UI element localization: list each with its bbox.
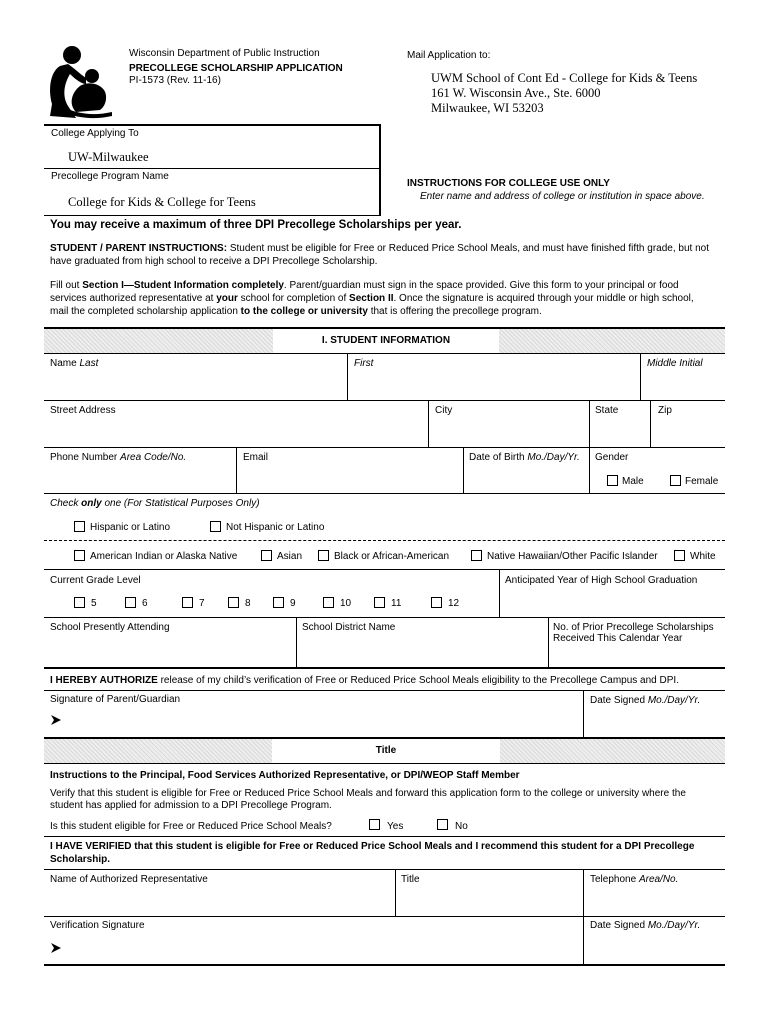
dob-a: Date of Birth bbox=[469, 452, 528, 463]
verification-date-input[interactable] bbox=[584, 934, 725, 962]
phone-label bbox=[50, 452, 186, 463]
last-label: Last bbox=[79, 358, 99, 369]
grade-8-label: 8 bbox=[245, 598, 251, 609]
female-label: Female bbox=[685, 476, 719, 487]
street-address-input[interactable] bbox=[44, 418, 427, 444]
program-name-label: Precollege Program Name bbox=[51, 171, 169, 182]
grade-7-label: 7 bbox=[199, 598, 205, 609]
section2-title: Title bbox=[272, 739, 500, 763]
sp-label: STUDENT / PARENT INSTRUCTIONS: bbox=[50, 243, 228, 254]
email-label: Email bbox=[243, 452, 269, 463]
fill-c: . Parent/guardian must sign in the space provided. Give this form to your principal or food bbox=[283, 280, 679, 291]
phone-input[interactable] bbox=[44, 465, 235, 491]
mail-address-line2: 161 W. Wisconsin Ave., Ste. 6000 bbox=[431, 86, 601, 100]
native-hawaiian-checkbox[interactable] bbox=[471, 550, 482, 561]
first-name-label: First bbox=[354, 358, 374, 369]
dob-input[interactable] bbox=[464, 465, 588, 491]
row-rule-1 bbox=[44, 400, 725, 401]
form-title: PRECOLLEGE SCHOLARSHIP APPLICATION bbox=[129, 63, 343, 74]
rep-name-input[interactable] bbox=[44, 888, 394, 914]
row-rule-2 bbox=[44, 447, 725, 448]
form-bottom-rule bbox=[44, 964, 725, 966]
section2-band-bottom bbox=[44, 763, 725, 764]
row-rule-9 bbox=[44, 869, 725, 870]
zip-input[interactable] bbox=[651, 418, 725, 444]
section2-instructions-title: Instructions to the Principal, Food Services Authorized Representative, or DPI/WEOP Staff Member bbox=[50, 770, 520, 781]
verification-date-label bbox=[590, 920, 700, 931]
fill3-a: mail the completed scholarship application bbox=[50, 306, 241, 317]
hispanic-checkbox[interactable] bbox=[74, 521, 85, 532]
black-checkbox[interactable] bbox=[318, 550, 329, 561]
school-input[interactable] bbox=[44, 636, 295, 664]
dob-label bbox=[469, 452, 580, 463]
city-input[interactable] bbox=[429, 418, 588, 444]
grade-10-checkbox[interactable] bbox=[323, 597, 334, 608]
phone-a: Phone Number bbox=[50, 452, 121, 463]
program-name-value[interactable]: College for Kids & College for Teens bbox=[68, 195, 256, 209]
authorize-a: I HEREBY AUTHORIZE bbox=[50, 675, 158, 686]
prior-scholarships-input[interactable] bbox=[549, 646, 725, 666]
fill3-c: that is offering the precollege program. bbox=[367, 306, 542, 317]
female-checkbox[interactable] bbox=[670, 475, 681, 486]
form-number: PI-1573 (Rev. 11-16) bbox=[129, 75, 221, 86]
college-divider bbox=[44, 168, 379, 169]
rep-phone-b: Area/No. bbox=[638, 874, 679, 885]
mail-address-line3: Milwaukee, WI 53203 bbox=[431, 101, 544, 115]
verified-statement-2: Scholarship. bbox=[50, 854, 111, 865]
row-rule-5 bbox=[44, 617, 725, 618]
asian-checkbox[interactable] bbox=[261, 550, 272, 561]
verify-text-1: Verify that this student is eligible for Free or Reduced Price School Meals and forward this application form to the college or university where the bbox=[50, 788, 686, 799]
verify-text-2: student has applied for admission to a DPI Precollege Program. bbox=[50, 800, 332, 811]
grade-12-label: 12 bbox=[448, 598, 460, 609]
student-parent-instructions bbox=[50, 243, 709, 254]
fill3-b: to the college or university bbox=[240, 306, 368, 317]
rep-phone-input[interactable] bbox=[584, 888, 725, 914]
email-input[interactable] bbox=[237, 465, 462, 491]
dpi-logo bbox=[46, 44, 116, 119]
row-rule-7 bbox=[44, 690, 725, 691]
mail-address-line1: UWM School of Cont Ed - College for Kids & Teens bbox=[431, 71, 698, 85]
sp-text2: have graduated from high school to receive a DPI Precollege Scholarship. bbox=[50, 256, 378, 267]
authorize-b: release of my child’s verification of Free or Reduced Price School Meals eligibility to the Precollege Campus and DPI. bbox=[157, 675, 679, 686]
rep-name-label: Name of Authorized Representative bbox=[50, 874, 208, 885]
grade-11-label: 11 bbox=[391, 598, 402, 609]
grade-level-label: Current Grade Level bbox=[50, 575, 141, 586]
ver-date-a: Date Signed bbox=[590, 920, 648, 931]
max-scholarship-notice: You may receive a maximum of three DPI Precollege Scholarships per year. bbox=[50, 219, 462, 231]
prior-scholarships-label-1: No. of Prior Precollege Scholarships bbox=[553, 622, 714, 633]
fill2-b: your bbox=[216, 293, 238, 304]
row-rule-6 bbox=[44, 667, 725, 669]
ver-date-b: Mo./Day/Yr. bbox=[647, 920, 701, 931]
parent-date-label bbox=[590, 695, 700, 706]
grade-10-label: 10 bbox=[340, 598, 352, 609]
eligible-question: Is this student eligible for Free or Reduced Price School Meals? bbox=[50, 821, 332, 832]
prior-scholarships-label-2: Received This Calendar Year bbox=[553, 633, 683, 644]
grade-11-checkbox[interactable] bbox=[374, 597, 385, 608]
date-a: Date Signed bbox=[590, 695, 648, 706]
fill-out-line3 bbox=[50, 306, 542, 317]
gender-label: Gender bbox=[595, 452, 629, 463]
college-applying-value[interactable]: UW-Milwaukee bbox=[68, 150, 149, 164]
row-rule-3 bbox=[44, 493, 725, 494]
fill-b: Section I—Student Information completely bbox=[82, 280, 284, 291]
section1-band-bottom bbox=[44, 353, 725, 354]
check-one-label bbox=[50, 498, 260, 509]
agency-name: Wisconsin Department of Public Instruction bbox=[129, 48, 320, 59]
fill2-a: services authorized representative at bbox=[50, 293, 217, 304]
college-instructions-text: Enter name and address of college or institution in space above. bbox=[420, 191, 705, 202]
school-label: School Presently Attending bbox=[50, 622, 170, 633]
native-hawaiian-label: Native Hawaiian/Other Pacific Islander bbox=[487, 551, 658, 562]
male-label: Male bbox=[622, 476, 644, 487]
district-input[interactable] bbox=[297, 636, 547, 664]
grad-year-label: Anticipated Year of High School Graduation bbox=[505, 575, 698, 586]
rep-title-label: Title bbox=[401, 874, 420, 885]
grade-6-label: 6 bbox=[142, 598, 148, 609]
check-b: only bbox=[81, 498, 102, 509]
parent-signature-input[interactable] bbox=[66, 706, 581, 734]
authorize-statement bbox=[50, 675, 679, 686]
check-c: one (For Statistical Purposes Only) bbox=[101, 498, 260, 509]
fill-a: Fill out bbox=[50, 280, 83, 291]
parent-date-input[interactable] bbox=[584, 708, 725, 734]
section1-title: I. STUDENT INFORMATION bbox=[273, 329, 499, 353]
not-hispanic-label: Not Hispanic or Latino bbox=[226, 522, 325, 533]
grade-5-label: 5 bbox=[91, 598, 97, 609]
name-label: Name bbox=[50, 358, 80, 369]
eligible-no-label: No bbox=[455, 821, 468, 832]
signature-arrow-icon bbox=[50, 714, 62, 726]
city-label: City bbox=[435, 405, 453, 416]
zip-label: Zip bbox=[658, 405, 672, 416]
street-address-label: Street Address bbox=[50, 405, 116, 416]
college-instructions-title: INSTRUCTIONS FOR COLLEGE USE ONLY bbox=[407, 178, 610, 189]
college-box-right bbox=[379, 124, 381, 216]
dob-b: Mo./Day/Yr. bbox=[527, 452, 580, 463]
fill2-e: . Once the signature is acquired through your middle or high school, bbox=[393, 293, 694, 304]
parent-signature-label: Signature of Parent/Guardian bbox=[50, 694, 181, 705]
rep-phone-label bbox=[590, 874, 678, 885]
phone-b: Area Code/No. bbox=[120, 452, 187, 463]
ethnicity-divider bbox=[44, 540, 725, 541]
state-input[interactable] bbox=[590, 418, 649, 444]
first-name-input[interactable] bbox=[348, 372, 639, 398]
grade-8-checkbox[interactable] bbox=[228, 597, 239, 608]
grade-9-label: 9 bbox=[290, 598, 296, 609]
rep-phone-a: Telephone bbox=[590, 874, 639, 885]
hispanic-label: Hispanic or Latino bbox=[90, 522, 171, 533]
college-applying-label: College Applying To bbox=[51, 128, 139, 139]
row-rule-8 bbox=[44, 836, 725, 837]
eligible-yes-label: Yes bbox=[387, 821, 404, 832]
college-box-bottom bbox=[44, 215, 381, 216]
name-last-label bbox=[50, 358, 98, 369]
mail-label: Mail Application to: bbox=[407, 50, 491, 61]
verification-signature-label: Verification Signature bbox=[50, 920, 145, 931]
grade-5-checkbox[interactable] bbox=[74, 597, 85, 608]
not-hispanic-checkbox[interactable] bbox=[210, 521, 221, 532]
grad-year-input[interactable] bbox=[500, 590, 725, 616]
row-rule-10 bbox=[44, 916, 725, 917]
eligible-yes-checkbox[interactable] bbox=[369, 819, 380, 830]
white-checkbox[interactable] bbox=[674, 550, 685, 561]
college-box-top bbox=[44, 124, 381, 126]
male-checkbox[interactable] bbox=[607, 475, 618, 486]
fill-out-line1 bbox=[50, 280, 679, 291]
grade-9-checkbox[interactable] bbox=[273, 597, 284, 608]
grade-12-checkbox[interactable] bbox=[431, 597, 442, 608]
date-b: Mo./Day/Yr. bbox=[647, 695, 701, 706]
asian-label: Asian bbox=[277, 551, 303, 562]
district-label: School District Name bbox=[302, 622, 396, 633]
verification-arrow-icon bbox=[50, 942, 62, 954]
verification-signature-input[interactable] bbox=[66, 934, 581, 962]
state-label: State bbox=[595, 405, 619, 416]
middle-initial-label: Middle Initial bbox=[647, 358, 703, 369]
eligible-no-checkbox[interactable] bbox=[437, 819, 448, 830]
american-indian-checkbox[interactable] bbox=[74, 550, 85, 561]
verified-statement-1: I HAVE VERIFIED that this student is eligible for Free or Reduced Price School Meals and I recommend this student for a DPI Precollege bbox=[50, 841, 695, 852]
fill-out-line2 bbox=[50, 293, 694, 304]
name-last-input[interactable] bbox=[44, 372, 346, 398]
white-label: White bbox=[690, 551, 716, 562]
row-rule-4 bbox=[44, 569, 725, 570]
black-label: Black or African-American bbox=[334, 551, 450, 562]
check-a: Check bbox=[50, 498, 82, 509]
fill2-d: Section II bbox=[349, 293, 394, 304]
fill2-c: school for completion of bbox=[237, 293, 350, 304]
middle-initial-input[interactable] bbox=[641, 372, 725, 398]
grade-6-checkbox[interactable] bbox=[125, 597, 136, 608]
rep-title-input[interactable] bbox=[396, 888, 582, 914]
phone-divider-3 bbox=[589, 447, 590, 493]
american-indian-label: American Indian or Alaska Native bbox=[90, 551, 238, 562]
grade-7-checkbox[interactable] bbox=[182, 597, 193, 608]
sp-text1: Student must be eligible for Free or Reduced Price School Meals, and must have finished fifth grade, but not bbox=[227, 243, 709, 254]
